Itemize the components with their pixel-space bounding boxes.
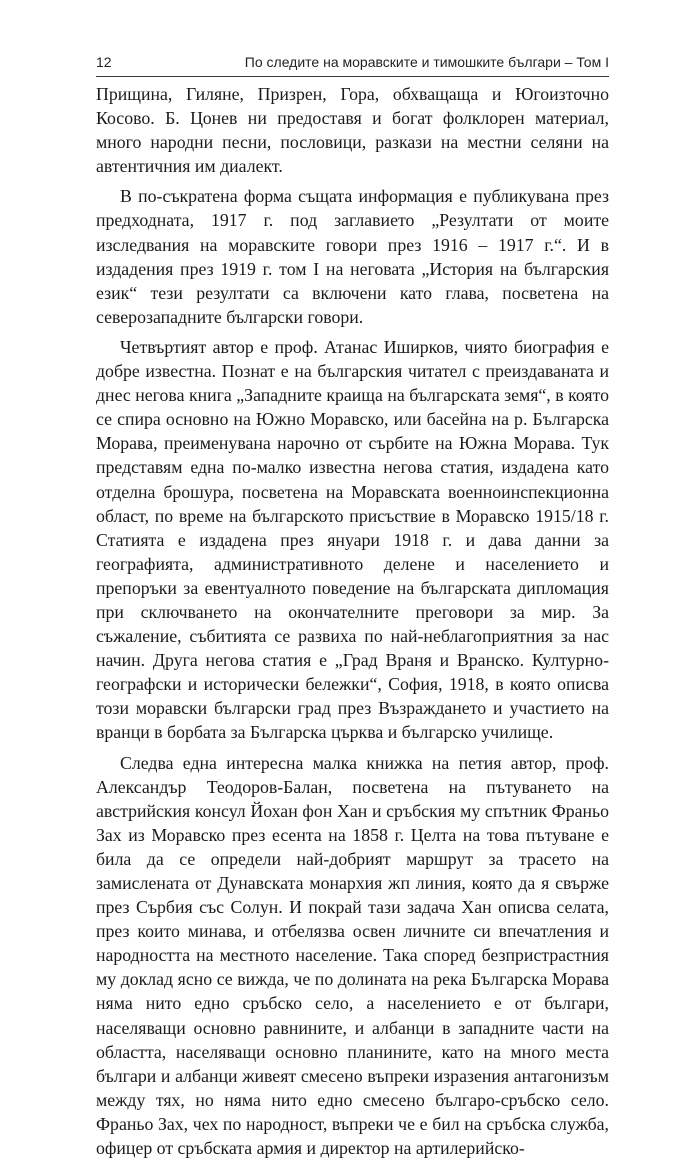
page-number: 12 — [96, 54, 112, 70]
paragraph-3: Четвъртият автор е проф. Атанас Иширков, чиято биография е добре известна. Познат е на българския читател с преиздаваната и днес негова книга „Западните краища на българската земя“, в която се спира основно на Южно Моравско, или басейна на р. Българска Морава, преименувана нарочно от сърбите на Южна Морава. Тук представям една по-малко известна негова статия, издадена като отделна брошура, посветена на Моравската военноинспекционна област, по време на българското присъствие в Моравско 1915/18 г. Статията е издадена през януари 1918 г. и дава данни за географията, административното делене и населението и препоръки за евентуалното поведение на българската дипломация при сключването на окончателните преговори за мир. За съжаление, събитията се развиха по най-неблагоприятния за нас начин. Друга негова статия е „Град Враня и Вранско. Културно-географски и исторически бележки“, София, 1918, в която описва този моравски български град през Възраждането и участието на вранци в борбата за Българска църква и българско училище. — [96, 336, 609, 743]
paragraph-4: Следва една интересна малка книжка на петия автор, проф. Александър Теодоров-Балан, посветена на пътуването на австрийския консул Йохан фон Хан и сръбския му спътник Франьо Зах из Моравско през есента на 1858 г. Целта на това пътуване е била да се определи най-добрият маршрут за трасето на замислената от Дунавската монархия жп линия, която да я свърже през Сърбия със Солун. И покрай тази задача Хан описва селата, през които минава, и отбелязва освен личните си впечатления и народността на местното население. Така според безпристрастния му доклад ясно се вижда, че по долината на река Българска Морава няма нито едно сръбско село, а населението е от българи, населяващи основно равнините, и албанци в западните части на областта, населяващи основно планините, като на много места българи и албанци живеят смесено въпреки изразения антагонизъм между тях, но няма нито едно смесено българо-сръбско село. Франьо Зах, чех по народност, въпреки че е бил на сръбска служба, офицер от сръбската армия и директор на артилерийско- — [96, 752, 609, 1159]
paragraph-2: В по-съкратена форма същата информация е публикувана през предходната, 1917 г. под заглавието „Резултати от моите изследвания на моравските говори през 1916 – 1917 г.“. И в издадения през 1919 г. том I на неговата „История на българския език“ тези резултати са включени като глава, посветена на северозападните български говори. — [96, 186, 609, 327]
body-text — [96, 82, 609, 1166]
paragraph-1: Прищина, Гиляне, Призрен, Гора, обхващаща и Югоизточно Косово. Б. Цонев ни предоставя и богат фолклорен материал, много народни песни, пословици, разкази на местни селяни на автентичния им диалект. — [96, 84, 609, 177]
running-title: По следите на моравските и тимошките българи – Том I — [244, 54, 609, 70]
page-header — [96, 52, 609, 77]
